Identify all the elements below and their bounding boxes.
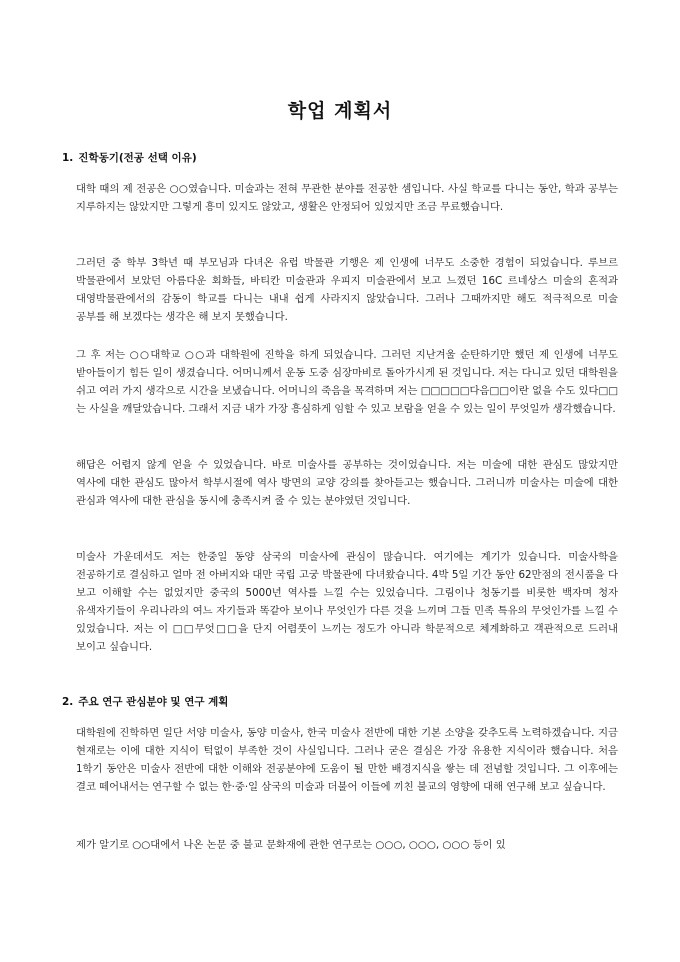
section-title: 진학동기(전공 선택 이유) — [78, 152, 197, 164]
section-heading-motivation — [62, 150, 197, 165]
section-number: 2. — [62, 696, 74, 708]
paragraph: 대학 때의 제 전공은 ○○였습니다. 미술과는 전혀 무관한 분야를 전공한 셈입니다. 사실 학교를 다니는 동안, 학과 공부는 지루하지는 않았지만 그렇게 흥미 있지도 않았고, 생활은 안정되어 있었지만 조금 무료했습니다. — [76, 183, 618, 213]
paragraph: 제가 알기로 ○○대에서 나온 논문 중 불교 문화재에 관한 연구로는 ○○○, ○○○, ○○○ 등이 있 — [76, 839, 506, 851]
paragraph: 대학원에 진학하면 일단 서양 미술사, 동양 미술사, 한국 미술사 전반에 대한 기본 소양을 갖추도록 노력하겠습니다. 지금 현재로는 이에 대한 지식이 턱없이 부족한 것이 사실입니다. 그러나 굳은 결심은 가장 유용한 지식이라 했습니다. 처음 1학기 동안은 미술사 전반에 대한 이해와 전공분야에 도움이 될 만한 배경지식을 쌓는 데 전념할 것입니다. 그 이후에는 결코 떼어내서는 연구할 수 없는 한·중·일 삼국의 미술과 더불어 이들에 끼친 불교의 영향에 대해 연구해 보고 싶습니다. — [76, 727, 618, 793]
document-title: 학업 계획서 — [287, 100, 393, 122]
paragraph: 해답은 어렵지 않게 얻을 수 있었습니다. 바로 미술사를 공부하는 것이었습니다. 저는 미술에 대한 관심도 많았지만 역사에 대한 관심도 많아서 학부시절에 역사 방면의 교양 강의를 찾아듣고는 했습니다. 그러니까 미술사는 미술에 대한 관심과 역사에 대한 관심을 동시에 충족시켜 줄 수 있는 분야였던 것입니다. — [76, 459, 618, 507]
paragraph: 미술사 가운데서도 저는 한중일 동양 삼국의 미술사에 관심이 많습니다. 여기에는 계기가 있습니다. 미술사학을 전공하기로 결심하고 얼마 전 아버지와 대만 국립 고궁 박물관에 다녀왔습니다. 4박 5일 기간 동안 62만점의 전시품을 다 보고 이해할 수는 없었지만 중국의 5000년 역사를 느낄 수는 있었습니다. 그림이나 청동기를 비롯한 백자며 청자 유색자기들이 우리나라의 여느 자기들과 똑같아 보이나 무엇인가 다른 것을 느끼며 그들 민족 특유의 무엇인가를 느낄 수 있었습니다. 저는 이 □□무엇□□을 단지 어렴풋이 느끼는 정도가 아니라 학문적으로 체계화하고 객관적으로 드러내 보이고 싶습니다. — [76, 551, 618, 653]
section-heading-research-plan — [62, 694, 228, 709]
section-title: 주요 연구 관심분야 및 연구 계획 — [78, 696, 229, 708]
paragraph: 그러던 중 학부 3학년 때 부모님과 다녀온 유럽 박물관 기행은 제 인생에 너무도 소중한 경험이 되었습니다. 루브르 박물관에서 보았던 아름다운 회화들, 바티칸 미술관과 우피지 미술관에서 보고 느꼈던 16C 르네상스 미술의 흔적과 대영박물관에서의 감동이 학교를 다니는 내내 쉽게 사라지지 않았습니다. 그러나 그때까지만 해도 적극적으로 미술 공부를 해 보겠다는 생각은 해 보지 못했습니다. — [76, 257, 618, 323]
paragraph: 그 후 저는 ○○대학교 ○○과 대학원에 진학을 하게 되었습니다. 그러던 지난겨울 순탄하기만 했던 제 인생에 너무도 받아들이기 힘든 일이 생겼습니다. 어머니께서 운동 도중 심장마비로 돌아가시게 된 것입니다. 저는 다니고 있던 대학원을 쉬고 여러 가지 생각으로 시간을 보냈습니다. 어머니의 죽음을 목격하며 저는 □□□□□다음□□이란 없을 수도 있다□□는 사실을 깨달았습니다. 그래서 지금 내가 가장 흥심하게 임할 수 있고 보람을 얻을 수 있는 일이 무엇일까 생각했습니다. — [76, 349, 618, 415]
section-number: 1. — [62, 152, 74, 164]
